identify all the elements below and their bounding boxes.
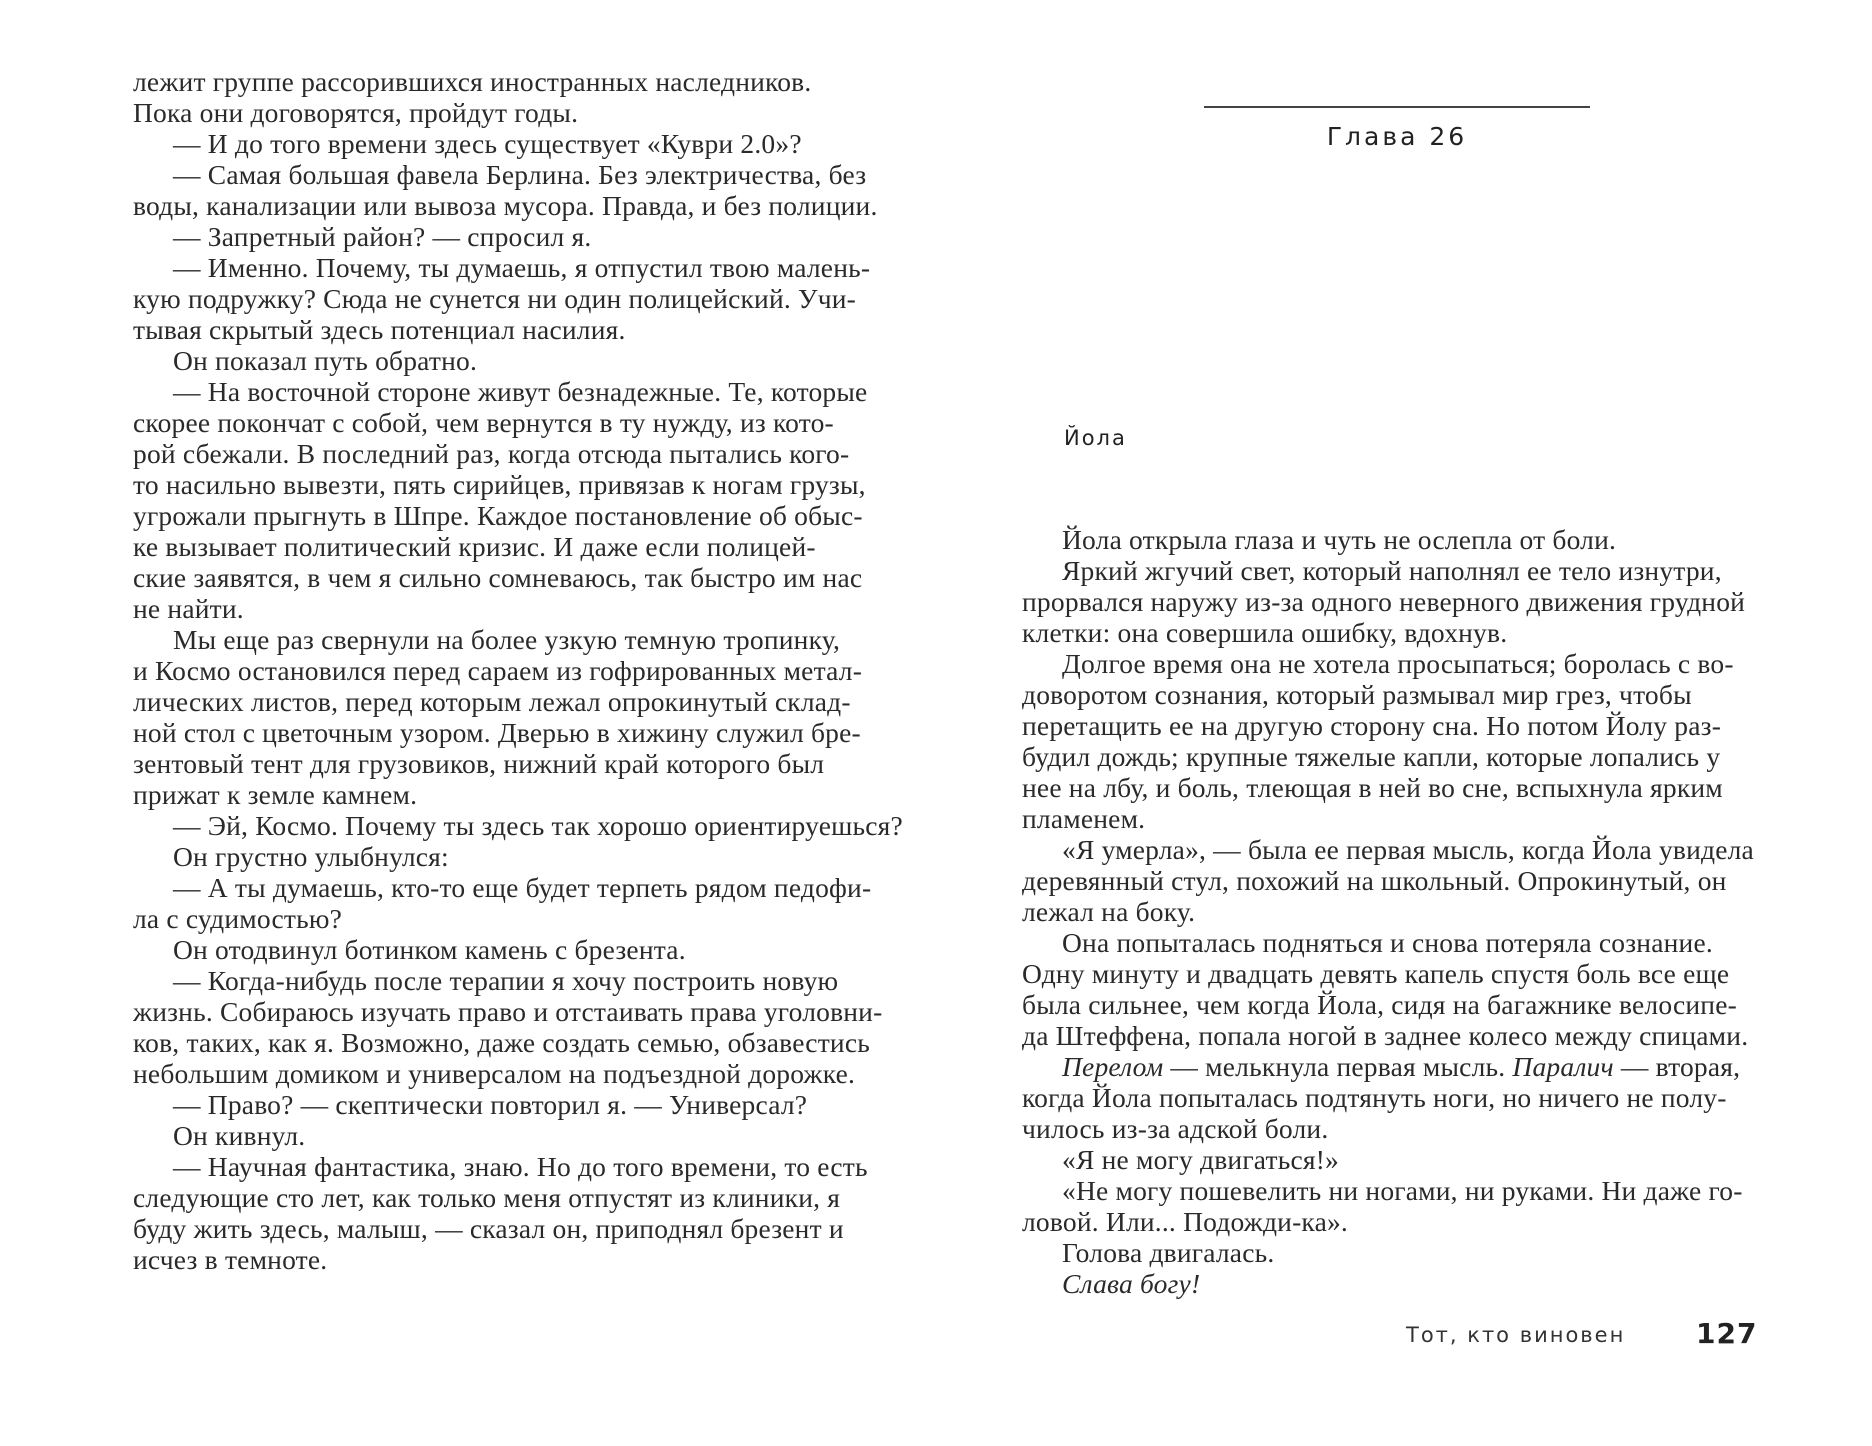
text-line: пламенем.	[1022, 803, 1146, 834]
text-line: кую подружку? Сюда не сунется ни один полицейский. Учи-	[133, 283, 857, 314]
text-line: небольшим домиком и универсалом на подъездной дорожке.	[133, 1058, 856, 1089]
text-line: Долгое время она не хотела просыпаться; боролась с во-	[1062, 648, 1734, 679]
running-footer-title: Тот, кто виновен	[1406, 1323, 1626, 1347]
text-line: Он отодвинул ботинком камень с брезента.	[173, 934, 686, 965]
text-line: ловой. Или... Подожди-ка».	[1022, 1206, 1349, 1237]
text-line: исчез в темноте.	[133, 1244, 328, 1275]
text-line: — Эй, Космо. Почему ты здесь так хорошо ориентируешься?	[173, 810, 903, 841]
text-line: «Я не могу двигаться!»	[1062, 1144, 1340, 1175]
text-line: Она попыталась подняться и снова потеряла сознание.	[1062, 927, 1713, 958]
italic-phrase: Слава богу!	[1062, 1268, 1201, 1299]
text-line: лежит группе рассорившихся иностранных наследников.	[133, 66, 812, 97]
text-line: «Не могу пошевелить ни ногами, ни руками. Ни даже го-	[1062, 1175, 1743, 1206]
text-line: ке вызывает политический кризис. И даже если полицей-	[133, 531, 816, 562]
text-line: Он показал путь обратно.	[173, 345, 478, 376]
text-line: Яркий жгучий свет, который наполнял ее тело изнутри,	[1062, 555, 1722, 586]
text-line: — Научная фантастика, знаю. Но до того времени, то есть	[173, 1151, 868, 1182]
text-segment: — мелькнула первая мысль.	[1163, 1051, 1513, 1082]
text-line: будил дождь; крупные тяжелые капли, которые лопались у	[1022, 741, 1721, 772]
text-line: — На восточной стороне живут безнадежные. Те, которые	[173, 376, 868, 407]
text-line: то насильно вывезти, пять сирийцев, привязав к ногам грузы,	[133, 469, 866, 500]
italic-phrase: Паралич	[1512, 1051, 1614, 1082]
text-line: — И до того времени здесь существует «Куври 2.0»?	[173, 128, 802, 159]
chapter-title: Глава 26	[1326, 122, 1468, 151]
text-line	[1022, 1268, 1200, 1299]
text-line: перетащить ее на другую сторону сна. Но потом Йолу раз-	[1022, 710, 1722, 741]
text-line: ла с судимостью?	[133, 903, 343, 934]
text-line: лежал на боку.	[1022, 896, 1196, 927]
text-line: не найти.	[133, 593, 244, 624]
text-line: — А ты думаешь, кто-то еще будет терпеть рядом педофи-	[173, 872, 872, 903]
text-line: Йола открыла глаза и чуть не ослепла от боли.	[1062, 524, 1617, 555]
text-line: нее на лбу, и боль, тлеющая в ней во сне, вспыхнула ярким	[1022, 772, 1723, 803]
text-line: была сильнее, чем когда Йола, сидя на багажнике велосипе-	[1022, 989, 1737, 1020]
text-line: прижат к земле камнем.	[133, 779, 418, 810]
text-line: — Право? — скептически повторил я. — Универсал?	[173, 1089, 808, 1120]
text-line: когда Йола попыталась подтянуть ноги, но ничего не полу-	[1022, 1082, 1727, 1113]
text-line: тывая скрытый здесь потенциал насилия.	[133, 314, 626, 345]
text-line: зентовый тент для грузовиков, нижний край которого был	[133, 748, 825, 779]
text-line: — Самая большая фавела Берлина. Без электричества, без	[173, 159, 867, 190]
section-subheading: Йола	[1064, 426, 1127, 450]
text-line: лических листов, перед которым лежал опрокинутый склад-	[133, 686, 851, 717]
right-page	[936, 0, 1872, 1446]
text-segment: — вторая,	[1613, 1051, 1741, 1082]
text-line: Пока они договорятся, пройдут годы.	[133, 97, 579, 128]
text-line: — Именно. Почему, ты думаешь, я отпустил твою малень-	[173, 252, 871, 283]
text-line: Одну минуту и двадцать девять капель спустя боль все еще	[1022, 958, 1730, 989]
text-line: «Я умерла», — была ее первая мысль, когда Йола увидела	[1062, 834, 1754, 865]
chapter-rule	[1204, 106, 1590, 108]
text-line: прорвался наружу из-за одного неверного движения грудной	[1022, 586, 1746, 617]
text-line: буду жить здесь, малыш, — сказал он, приподнял брезент и	[133, 1213, 844, 1244]
text-line: Мы еще раз свернули на более узкую темную тропинку,	[173, 624, 841, 655]
text-line: деревянный стул, похожий на школьный. Опрокинутый, он	[1022, 865, 1727, 896]
text-line: следующие сто лет, как только меня отпустят из клиники, я	[133, 1182, 841, 1213]
text-line: и Космо остановился перед сараем из гофрированных метал-	[133, 655, 863, 686]
text-line: воды, канализации или вывоза мусора. Правда, и без полиции.	[133, 190, 878, 221]
text-line: Он грустно улыбнулся:	[173, 841, 449, 872]
text-line: рой сбежали. В последний раз, когда отсюда пытались кого-	[133, 438, 850, 469]
text-line: ков, таких, как я. Возможно, даже создать семью, обзавестись	[133, 1027, 870, 1058]
italic-phrase: Перелом	[1062, 1051, 1164, 1082]
text-line: ной стол с цветочным узором. Дверью в хижину служил бре-	[133, 717, 861, 748]
text-line: Голова двигалась.	[1062, 1237, 1275, 1268]
text-line: — Когда-нибудь после терапии я хочу построить новую	[173, 965, 839, 996]
text-line: да Штеффена, попала ногой в заднее колесо между спицами.	[1022, 1020, 1749, 1051]
text-line: угрожали прыгнуть в Шпре. Каждое постановление об обыс-	[133, 500, 863, 531]
page-number: 127	[1696, 1317, 1758, 1350]
text-line	[1022, 1051, 1740, 1082]
text-line: доворотом сознания, который размывал мир грез, чтобы	[1022, 679, 1692, 710]
text-line: жизнь. Собираюсь изучать право и отстаивать права уголовни-	[133, 996, 883, 1027]
text-line: чилось из-за адской боли.	[1022, 1113, 1329, 1144]
text-line: — Запретный район? — спросил я.	[173, 221, 592, 252]
text-line: клетки: она совершила ошибку, вдохнув.	[1022, 617, 1508, 648]
text-line: скорее покончат с собой, чем вернутся в ту нужду, из кото-	[133, 407, 834, 438]
text-line: ские заявятся, в чем я сильно сомневаюсь, так быстро им нас	[133, 562, 863, 593]
text-line: Он кивнул.	[173, 1120, 306, 1151]
